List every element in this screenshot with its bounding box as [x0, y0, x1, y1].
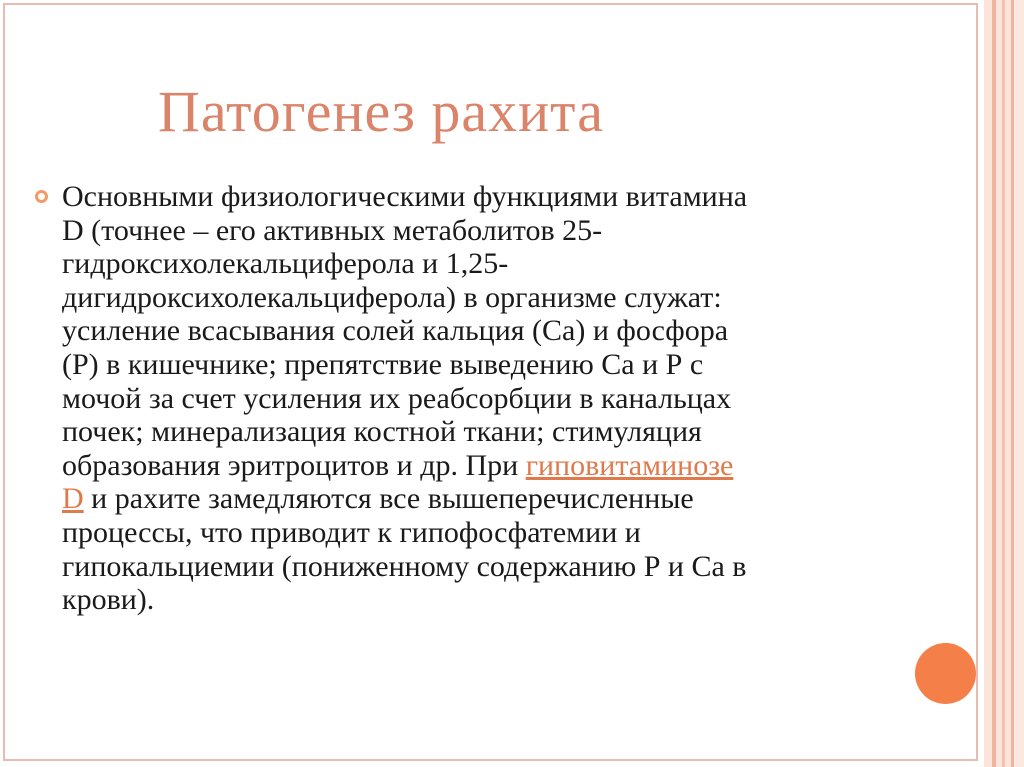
body-line: усиление всасывания солей кальция (Са) и фосфора — [62, 314, 729, 348]
body-line: крови). — [62, 583, 155, 617]
body-line: образования эритроцитов и др. При — [62, 448, 526, 482]
body-line: Основными физиологическими функциями витамина — [62, 180, 748, 213]
body-line: гипокальциемии (пониженному содержанию Р и Са в — [62, 549, 747, 583]
body-line: и рахите замедляются все вышеперечисленные — [83, 482, 694, 516]
link-text: D — [62, 482, 84, 516]
body-line: (Р) в кишечнике; препятствие выведению Са и Р с — [62, 347, 704, 381]
body-line: почек; минерализация костной ткани; стимуляция — [62, 415, 702, 449]
accent-circle — [915, 643, 976, 704]
decorative-stripes — [984, 0, 1024, 767]
body-line: дигидроксихолекальциферола) в организме служат: — [62, 280, 722, 314]
bullet-icon — [35, 190, 48, 203]
slide-title: Патогенез рахита — [158, 79, 604, 144]
body-line: D (точнее – его активных метаболитов 25- — [62, 213, 603, 247]
body-line: мочой за счет усиления их реабсорбции в канальцах — [62, 381, 732, 415]
body-line: процессы, что приводит к гипофосфатемии и — [62, 515, 641, 549]
body-paragraph — [62, 180, 942, 617]
body-line: гидроксихолекальциферола и 1,25- — [62, 247, 509, 281]
link-text: гиповитаминозе — [525, 448, 734, 482]
